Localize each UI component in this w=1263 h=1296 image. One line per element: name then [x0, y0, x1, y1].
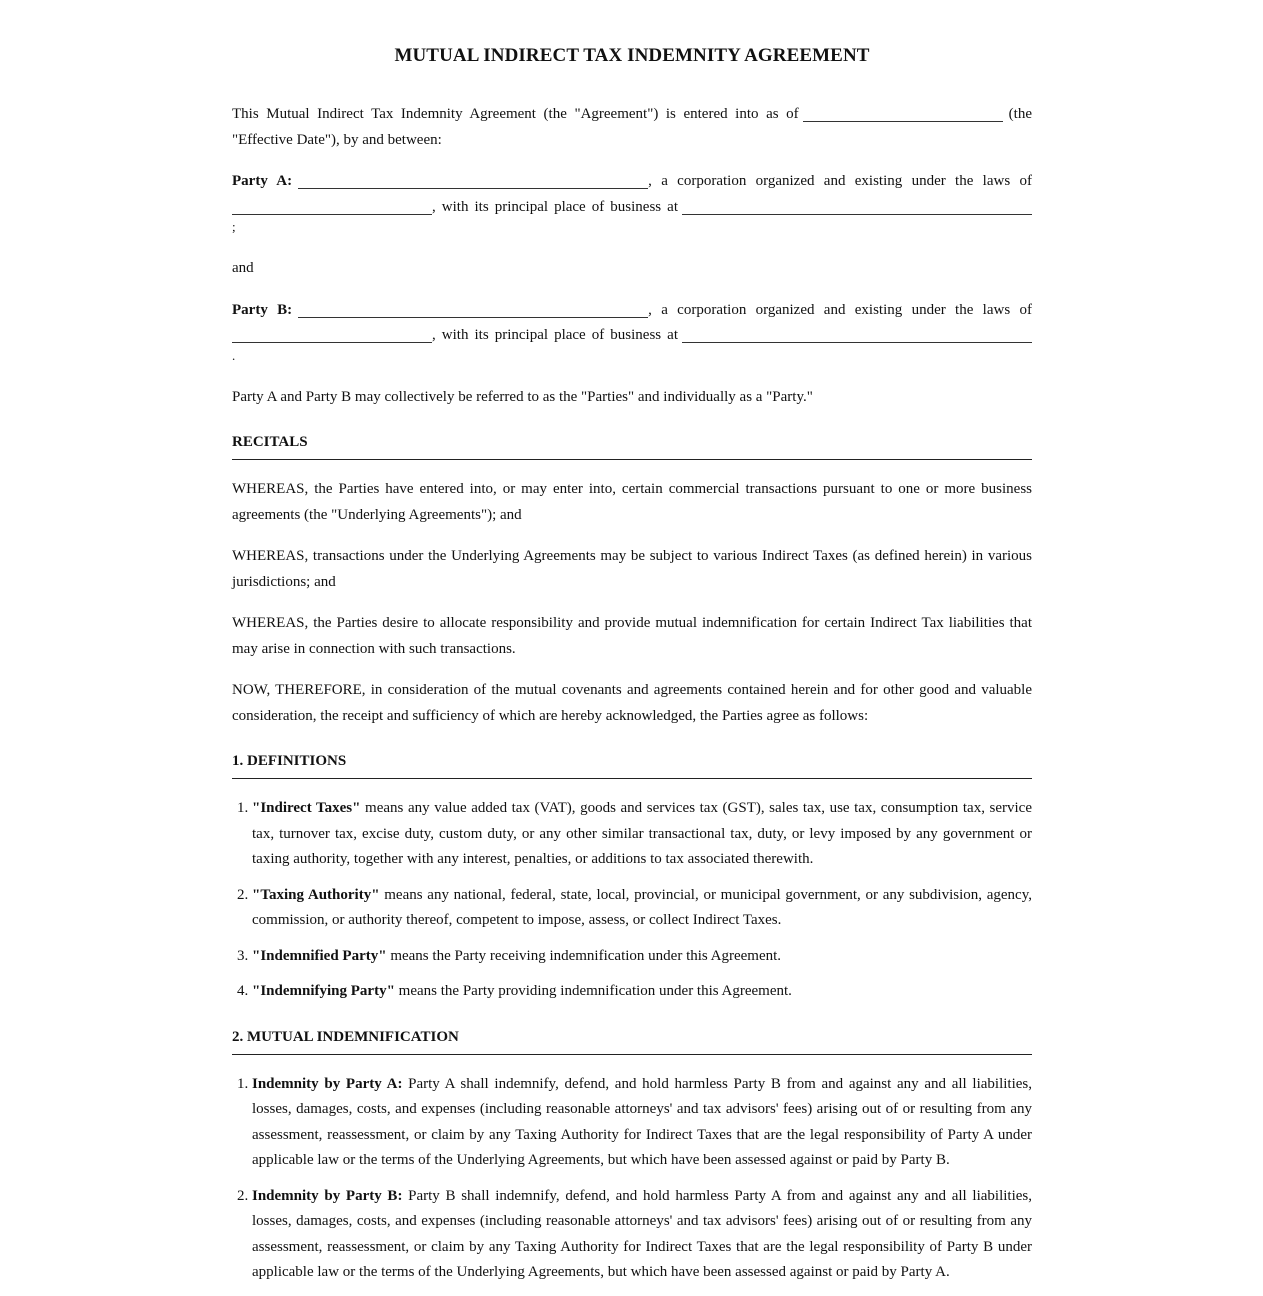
party-a-text-2: , with its principal place of business at [432, 198, 678, 215]
document-title: MUTUAL INDIRECT TAX INDEMNITY AGREEMENT [394, 45, 870, 66]
party-b-text-2: , with its principal place of business at [432, 327, 678, 343]
indemnity-text: Party B shall indemnify, defend, and hold harmless Party A from and against any and all liabilities, losses, damages, costs, and expenses (including reasonable attorneys' and tax advisors' fees) arising out of or resulting from any assessment, reassessment, or claim by any Taxing Authority for Indirect Taxes that are the legal responsibility of Party B under applicable law or the terms of the Underlying Agreements, but which have been assessed against or paid by Party A. [252, 1187, 1032, 1280]
party-b-line-1 [232, 298, 1032, 324]
definition-item [252, 944, 1032, 970]
and-text: and [232, 260, 254, 276]
party-b-block [232, 298, 1032, 363]
indemnity-text: Party A shall indemnify, defend, and hold harmless Party B from and against any and all liabilities, losses, damages, costs, and expenses (including reasonable attorneys' and tax advisors' fees) arising out of or resulting from any assessment, reassessment, or claim by any Taxing Authority for Indirect Taxes that are the legal responsibility of Party A under applicable law or the terms of the Underlying Agreements, but which have been assessed against or paid by Party B. [252, 1075, 1032, 1168]
definition-text: means any national, federal, state, local, provincial, or municipal government, or any subdivision, agency, commission, or authority thereof, competent to impose, assess, or collect Indirect Taxes. [252, 886, 1032, 928]
party-b-address-field[interactable] [682, 326, 1032, 343]
party-a-label: Party A: [232, 173, 293, 189]
party-a-jurisdiction-field[interactable] [232, 198, 432, 215]
party-a-address-field[interactable] [682, 198, 1032, 215]
indemnity-item [252, 1184, 1032, 1286]
party-a-name-field[interactable] [298, 172, 648, 189]
party-a-line-1 [232, 169, 1032, 195]
intro-text-before: This Mutual Indirect Tax Indemnity Agreement (the "Agreement") is entered into as of [232, 106, 799, 122]
recital-2: WHEREAS, transactions under the Underlying Agreements may be subject to various Indirect Taxes (as defined herein) in various jurisdictions; and [232, 548, 1032, 590]
definition-text: means the Party providing indemnification under this Agreement. [394, 983, 792, 999]
definition-item [252, 979, 1032, 1005]
recital-now-therefore: NOW, THEREFORE, in consideration of the mutual covenants and agreements contained herein and for other good and valuable consideration, the receipt and sufficiency of which are hereby acknowledged, the Parties agree as follows: [232, 682, 1032, 724]
party-a-end: ; [232, 219, 236, 234]
party-b-end: . [232, 347, 236, 363]
party-b-text-1: , a corporation organized and existing under the laws of [648, 301, 1032, 318]
party-a-line-2 [232, 195, 1032, 221]
collective-definition: Party A and Party B may collectively be referred to as the "Parties" and individually as a "Party." [232, 388, 813, 405]
indemnity-term: Indemnity by Party A: [252, 1075, 403, 1092]
party-b-jurisdiction-field[interactable] [232, 326, 432, 343]
party-b-line-2 [232, 323, 1032, 349]
intro-paragraph [232, 102, 1032, 153]
definition-term: "Indemnified Party" [252, 947, 387, 964]
definition-item [252, 796, 1032, 873]
definition-text: means the Party receiving indemnification under this Agreement. [386, 947, 782, 964]
indemnification-heading: 2. MUTUAL INDEMNIFICATION [232, 1027, 1032, 1055]
indemnity-term: Indemnity by Party B: [252, 1187, 403, 1204]
definitions-list [232, 796, 1032, 1005]
definition-term: "Indirect Taxes" [252, 800, 361, 816]
party-b-name-field[interactable] [298, 301, 648, 318]
indemnity-item [252, 1072, 1032, 1174]
recital-1: WHEREAS, the Parties have entered into, or may enter into, certain commercial transactions pursuant to one or more business agreements (the "Underlying Agreements"); and [232, 481, 1032, 523]
effective-date-field[interactable] [803, 105, 1003, 122]
indemnification-list [232, 1072, 1032, 1286]
party-a-text-1: , a corporation organized and existing under the laws of [648, 173, 1032, 189]
party-a-block [232, 169, 1032, 234]
definition-term: "Indemnifying Party" [252, 983, 395, 999]
recitals-heading: RECITALS [232, 432, 1032, 460]
intro-text-after: (the "Effective Date"), by and between: [232, 106, 1032, 148]
party-b-label: Party B: [232, 301, 293, 318]
definition-term: "Taxing Authority" [252, 886, 380, 903]
definition-text: means any value added tax (VAT), goods and services tax (GST), sales tax, use tax, consumption tax, service tax, turnover tax, excise duty, custom duty, or any other similar transactional tax, duty, or levy imposed by any government or taxing authority, together with any interest, penalties, or additions to tax associated therewith. [252, 800, 1032, 867]
definitions-heading: 1. DEFINITIONS [232, 751, 1032, 779]
agreement-page [232, 0, 1032, 1286]
definition-item [252, 883, 1032, 934]
recital-3: WHEREAS, the Parties desire to allocate responsibility and provide mutual indemnification for certain Indirect Tax liabilities that may arise in connection with such transactions. [232, 615, 1032, 657]
